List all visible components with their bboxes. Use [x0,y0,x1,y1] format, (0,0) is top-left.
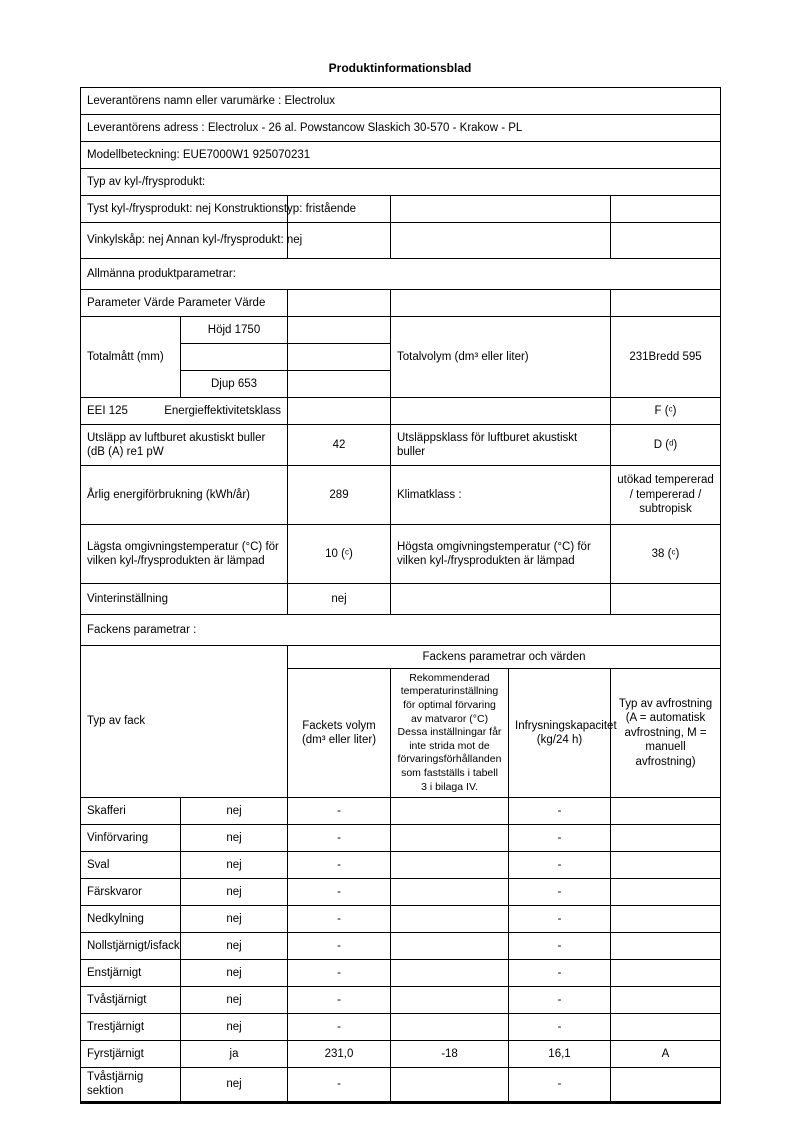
empty-cell [288,398,391,425]
noise-class-value: D (ᵈ) [611,425,721,466]
compartment-present: nej [181,960,288,987]
compartment-name: Nedkylning [81,906,181,933]
noise-value: 42 [288,425,391,466]
compartment-row [81,825,721,852]
empty-cell [391,223,611,259]
empty-cell [391,196,611,223]
compartment-type-header: Typ av fack [81,646,288,798]
compartment-capacity: 16,1 [509,1041,611,1068]
climate-class-value: utökad tempererad / tempererad / subtropisk [611,466,721,525]
compartment-volume: - [288,879,391,906]
wine-other-cell [81,223,303,259]
compartment-capacity: - [509,906,611,933]
winter-setting-label: Vinterinställning [81,584,288,615]
compartment-row [81,960,721,987]
compartment-volume: - [288,933,391,960]
compartment-capacity: - [509,960,611,987]
compartment-temp [391,987,509,1014]
compartment-present: nej [181,1068,288,1103]
compartment-present: nej [181,987,288,1014]
compartment-temp [391,1068,509,1103]
compartment-defrost [611,852,721,879]
compartment-volume: - [288,987,391,1014]
compartment-name: Tvåstjärnigt [81,987,181,1014]
empty-cell [288,223,391,259]
compartment-row [81,1041,721,1068]
empty-cell [391,584,611,615]
compartment-temp [391,906,509,933]
compartment-capacity: - [509,852,611,879]
compartment-name: Enstjärnigt [81,960,181,987]
compartment-volume: - [288,960,391,987]
min-ambient-temp-value: 10 (ᶜ) [288,525,391,584]
compartment-row [81,879,721,906]
compartment-defrost [611,1014,721,1041]
compartment-temp [391,798,509,825]
compartment-defrost [611,1068,721,1103]
compartment-present: nej [181,906,288,933]
noise-label: Utsläpp av luftburet akustiskt buller (dB (A) re1 pW [81,425,288,466]
wine-other-text: Vinkylskåp: nej Annan kyl-/frysprodukt: nej [87,234,303,247]
model-identifier-row: Modellbeteckning: EUE7000W1 925070231 [81,142,721,169]
compartment-defrost [611,798,721,825]
compartment-temp-header: Rekommenderad temperaturinställning för optimal förvaring av matvaror (°C) Dessa inställningar får inte strida mot de förvaringsförhållanden som fastställs i tabell 3 i bilaga IV. [391,669,509,798]
empty-cell [288,317,391,344]
compartments-section-heading: Fackens parametrar : [81,615,721,646]
compartment-defrost [611,825,721,852]
compartment-name: Nollstjärnigt/isfack [81,933,181,960]
compartment-row [81,1014,721,1041]
compartment-capacity: - [509,987,611,1014]
compartment-name: Sval [81,852,181,879]
noise-class-label: Utsläppsklass för luftburet akustiskt buller [391,425,611,466]
compartment-freeze-header: Infrysningskapacitet (kg/24 h) [509,669,611,798]
compartment-defrost [611,960,721,987]
max-ambient-temp-value: 38 (ᶜ) [611,525,721,584]
compartment-present: nej [181,1014,288,1041]
compartment-present: nej [181,879,288,906]
winter-setting-value: nej [288,584,391,615]
compartment-name: Trestjärnigt [81,1014,181,1041]
empty-cell [181,344,288,371]
max-ambient-temp-label: Högsta omgivningstemperatur (°C) för vilken kyl-/frysprodukten är lämpad [391,525,611,584]
supplier-name-row: Leverantörens namn eller varumärke : Electrolux [81,88,721,115]
compartment-defrost: A [611,1041,721,1068]
product-information-sheet [80,62,720,1104]
dimension-height: Höjd 1750 [181,317,288,344]
page-title: Produktinformationsblad [328,61,472,75]
min-ambient-temp-label: Lägsta omgivningstemperatur (°C) för vilken kyl-/frysprodukten är lämpad [81,525,288,584]
quiet-and-design-cell [81,196,357,223]
energy-class-label: Energieffektivitetsklass [164,404,281,417]
compartment-name: Tvåstjärnig sektion [81,1068,181,1103]
compartment-defrost [611,987,721,1014]
compartment-temp [391,879,509,906]
compartment-temp [391,1014,509,1041]
compartment-temp: -18 [391,1041,509,1068]
compartment-volume: 231,0 [288,1041,391,1068]
compartment-present: nej [181,798,288,825]
compartment-volume: - [288,825,391,852]
supplier-address-row: Leverantörens adress : Electrolux - 26 al. Powstancow Slaskich 30-570 - Krakow - PL [81,115,721,142]
compartment-defrost [611,906,721,933]
compartment-name: Skafferi [81,798,181,825]
compartment-temp [391,852,509,879]
compartment-name: Färskvaror [81,879,181,906]
compartment-row [81,1068,721,1103]
eei-value-label: EEI 125 [87,404,128,417]
compartment-temp [391,933,509,960]
empty-cell [288,371,391,398]
compartment-capacity: - [509,825,611,852]
compartment-row [81,852,721,879]
quiet-and-design-text: Tyst kyl-/frysprodukt: nej Konstruktionstyp: fristående [87,202,357,215]
compartment-present: nej [181,933,288,960]
total-volume-label: Totalvolym (dm³ eller liter) [391,317,611,398]
compartment-row [81,906,721,933]
compartment-row [81,987,721,1014]
compartment-capacity: - [509,879,611,906]
compartment-volume-header: Fackets volym (dm³ eller liter) [288,669,391,798]
product-info-table [80,87,721,1104]
compartment-capacity: - [509,933,611,960]
climate-class-label: Klimatklass : [391,466,611,525]
compartment-defrost-header: Typ av avfrostning (A = automatisk avfrostning, M = manuell avfrostning) [611,669,721,798]
compartment-temp [391,825,509,852]
compartment-row [81,933,721,960]
compartment-temp [391,960,509,987]
compartment-volume: - [288,852,391,879]
type-section-heading: Typ av kyl-/frysprodukt: [81,169,721,196]
empty-cell [611,290,721,317]
compartment-capacity: - [509,1014,611,1041]
compartments-table-title: Fackens parametrar och värden [288,646,721,669]
compartment-volume: - [288,1068,391,1103]
compartment-volume: - [288,1014,391,1041]
compartment-present: ja [181,1041,288,1068]
compartment-row [81,798,721,825]
annual-energy-value: 289 [288,466,391,525]
compartment-present: nej [181,825,288,852]
parameter-header-cell: Parameter Värde Parameter Värde [81,290,288,317]
empty-cell [611,223,721,259]
compartment-name: Fyrstjärnigt [81,1041,181,1068]
compartment-capacity: - [509,1068,611,1103]
empty-cell [611,584,721,615]
compartment-capacity: - [509,798,611,825]
total-volume-value: 231Bredd 595 [611,317,721,398]
compartment-defrost [611,933,721,960]
empty-cell [611,196,721,223]
annual-energy-label: Årlig energiförbrukning (kWh/år) [81,466,288,525]
eei-cell [81,398,288,425]
empty-cell [391,290,611,317]
energy-class-value: F (ᶜ) [611,398,721,425]
compartment-defrost [611,879,721,906]
empty-cell [288,290,391,317]
empty-cell [391,398,611,425]
dimensions-label: Totalmått (mm) [81,317,181,398]
compartment-volume: - [288,906,391,933]
dimension-depth: Djup 653 [181,371,288,398]
general-section-heading: Allmänna produktparametrar: [81,259,721,290]
compartment-present: nej [181,852,288,879]
empty-cell [288,344,391,371]
compartment-volume: - [288,798,391,825]
compartment-name: Vinförvaring [81,825,181,852]
